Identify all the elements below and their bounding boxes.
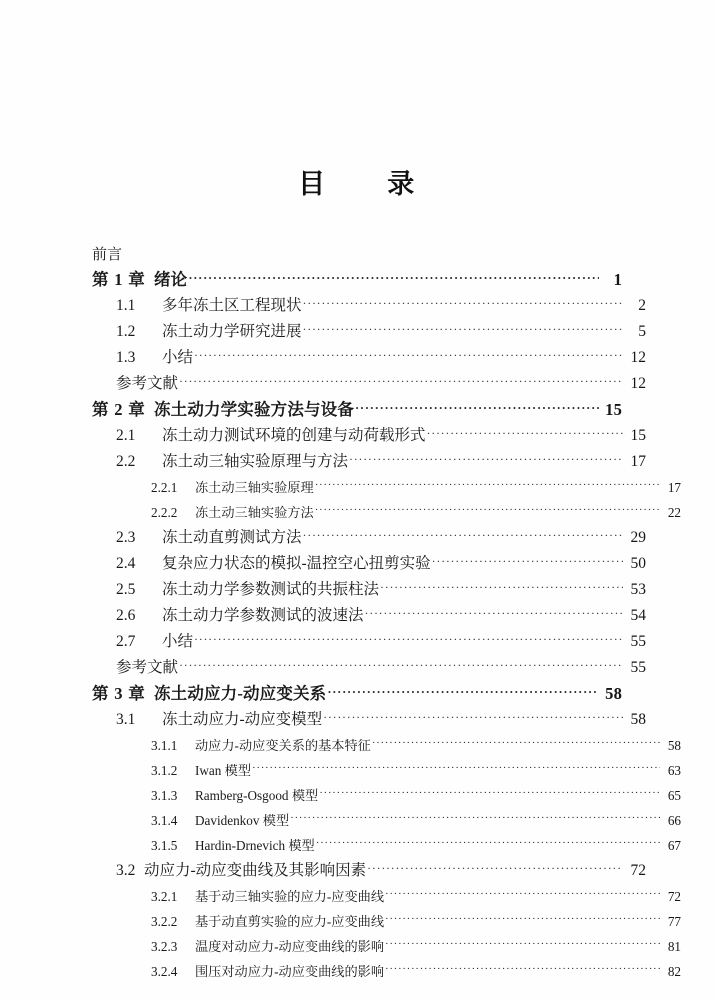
toc-entry-label: 动应力-动应变曲线及其影响因素	[144, 862, 367, 879]
toc-entry[interactable]	[92, 681, 622, 707]
toc-entry-label: 冻土动直剪测试方法	[162, 529, 302, 546]
toc-dot-leader	[372, 737, 660, 750]
toc-dot-leader	[303, 527, 623, 543]
toc-entry[interactable]	[92, 525, 646, 551]
toc-entry-label: 绪论	[154, 270, 188, 289]
toc-entry[interactable]	[92, 371, 646, 397]
toc-entry[interactable]	[92, 629, 646, 655]
toc-page-number: 15	[605, 400, 622, 419]
toc-entry[interactable]	[92, 319, 646, 345]
toc-entry-label: 冻土动应力-动应变关系	[154, 684, 327, 703]
toc-dot-leader	[427, 425, 623, 441]
toc-entry-label: 冻土动三轴实验原理	[195, 480, 314, 495]
toc-dot-leader	[315, 504, 660, 517]
toc-entry[interactable]	[92, 551, 646, 577]
toc-entry-label: 前言	[92, 247, 123, 263]
toc-entry-number: 2.2.1	[151, 480, 178, 495]
toc-entry[interactable]	[92, 577, 646, 603]
toc-page-number: 17	[667, 480, 681, 495]
toc-entry[interactable]	[92, 345, 646, 371]
toc-entry-number: 2.5	[116, 581, 136, 598]
toc-dot-leader	[432, 553, 623, 569]
toc-entry[interactable]	[92, 783, 681, 808]
toc-entry-number: 1.2	[116, 323, 136, 340]
toc-entry-label: 复杂应力状态的模拟-温控空心扭剪实验	[162, 555, 431, 572]
table-of-contents	[92, 243, 681, 984]
toc-entry-number: 3.1.3	[151, 788, 178, 803]
toc-entry[interactable]	[92, 707, 646, 733]
toc-dot-leader	[349, 451, 623, 467]
toc-entry[interactable]	[92, 449, 646, 475]
toc-entry-number: 2.4	[116, 555, 136, 572]
toc-entry-label: 冻土动力学实验方法与设备	[154, 400, 354, 419]
toc-entry-number: 3.1	[116, 711, 136, 728]
toc-entry-number: 3.1.4	[151, 813, 178, 828]
toc-entry-label: 冻土动力学研究进展	[162, 323, 302, 340]
toc-dot-leader	[316, 837, 660, 850]
toc-page-number: 50	[630, 555, 646, 572]
toc-page-number: 54	[630, 607, 646, 624]
toc-dot-leader	[194, 631, 623, 647]
toc-entry-number: 3.1.1	[151, 738, 178, 753]
toc-dot-leader	[365, 605, 623, 621]
toc-page-number: 1	[613, 270, 622, 289]
toc-page-number: 53	[630, 581, 646, 598]
toc-entry[interactable]	[92, 934, 681, 959]
toc-entry[interactable]	[92, 858, 646, 884]
toc-page-number: 12	[630, 375, 646, 392]
toc-entry-label: 冻土动应力-动应变模型	[162, 711, 323, 728]
toc-page-number: 15	[630, 427, 646, 444]
toc-page-number: 58	[605, 684, 622, 703]
toc-page-number: 77	[667, 914, 681, 929]
toc-page-number: 67	[667, 838, 681, 853]
toc-entry-label: 基于动直剪实验的应力-应变曲线	[195, 914, 385, 929]
toc-dot-leader	[252, 762, 660, 775]
toc-dot-leader	[385, 938, 660, 951]
toc-entry-number: 3.1.2	[151, 763, 178, 778]
toc-page-number: 65	[667, 788, 681, 803]
toc-dot-leader	[179, 657, 623, 673]
toc-entry[interactable]	[92, 733, 681, 758]
toc-entry[interactable]	[92, 655, 646, 681]
toc-entry[interactable]	[92, 884, 681, 909]
toc-entry-label: Hardin-Drnevich 模型	[195, 838, 315, 853]
toc-page-number: 66	[667, 813, 681, 828]
toc-dot-leader	[188, 269, 599, 286]
toc-entry-label: 冻土动三轴实验方法	[195, 505, 314, 520]
toc-dot-leader	[367, 860, 623, 876]
toc-entry-number: 1.1	[116, 297, 136, 314]
toc-dot-leader	[385, 913, 660, 926]
toc-entry-label: Davidenkov 模型	[195, 813, 290, 828]
toc-entry[interactable]	[92, 758, 681, 783]
toc-entry-number: 1.3	[116, 349, 136, 366]
toc-dot-leader	[179, 373, 623, 389]
toc-entry[interactable]	[92, 909, 681, 934]
toc-page-number: 58	[630, 711, 646, 728]
toc-entry-number: 3.2.3	[151, 939, 178, 954]
toc-entry-label: 冻土动力测试环境的创建与动荷载形式	[162, 427, 426, 444]
toc-entry[interactable]	[92, 959, 681, 984]
toc-dot-leader	[290, 812, 660, 825]
toc-entry-number: 第 1 章	[92, 270, 146, 289]
toc-entry-number: 2.2.2	[151, 505, 178, 520]
toc-dot-leader	[319, 787, 660, 800]
toc-entry-number: 第 3 章	[92, 684, 146, 703]
toc-entry[interactable]	[92, 293, 646, 319]
toc-entry[interactable]	[92, 423, 646, 449]
toc-entry-label: 围压对动应力-动应变曲线的影响	[195, 964, 385, 979]
toc-entry-number: 3.1.5	[151, 838, 178, 853]
toc-dot-leader	[303, 321, 623, 337]
toc-entry-label: 动应力-动应变关系的基本特征	[195, 738, 371, 753]
toc-entry-label: 多年冻土区工程现状	[162, 297, 302, 314]
toc-page-number: 72	[630, 862, 646, 879]
toc-dot-leader	[355, 399, 599, 416]
toc-page-number: 55	[630, 633, 646, 650]
toc-page-number: 58	[667, 738, 681, 753]
toc-entry-label: 小结	[162, 633, 194, 650]
toc-entry[interactable]	[92, 833, 681, 858]
toc-entry[interactable]	[92, 397, 622, 423]
toc-dot-leader	[315, 479, 660, 492]
toc-entry-label: 冻土动三轴实验原理与方法	[162, 453, 349, 470]
toc-page-number: 55	[630, 659, 646, 676]
toc-entry-number: 3.2.1	[151, 889, 178, 904]
toc-entry-number: 3.2.4	[151, 964, 178, 979]
toc-entry-label: 参考文献	[116, 659, 179, 676]
toc-entry-number: 2.6	[116, 607, 136, 624]
toc-entry[interactable]	[92, 267, 622, 293]
toc-page-number: 82	[667, 964, 681, 979]
toc-page-number: 81	[667, 939, 681, 954]
toc-entry-label: Iwan 模型	[195, 763, 252, 778]
toc-entry-number: 2.2	[116, 453, 136, 470]
toc-page-number: 12	[630, 349, 646, 366]
toc-entry[interactable]	[92, 603, 646, 629]
toc-entry-number: 2.1	[116, 427, 136, 444]
toc-entry[interactable]	[92, 500, 681, 525]
toc-entry-number: 2.3	[116, 529, 136, 546]
toc-entry-label: 冻土动力学参数测试的波速法	[162, 607, 364, 624]
toc-dot-leader	[327, 683, 599, 700]
toc-entry-number: 第 2 章	[92, 400, 146, 419]
toc-entry[interactable]	[92, 808, 681, 833]
toc-page-number: 22	[667, 505, 681, 520]
toc-page-number: 63	[667, 763, 681, 778]
toc-dot-leader	[385, 963, 660, 976]
toc-page-number: 2	[638, 297, 646, 314]
toc-entry-label: 参考文献	[116, 375, 179, 392]
toc-page-number: 72	[667, 889, 681, 904]
toc-entry[interactable]	[92, 475, 681, 500]
toc-entry[interactable]	[92, 243, 622, 267]
toc-entry-number: 3.2.2	[151, 914, 178, 929]
toc-entry-label: 小结	[162, 349, 194, 366]
toc-entry-number: 2.7	[116, 633, 136, 650]
toc-page-number: 17	[630, 453, 646, 470]
toc-dot-leader	[323, 709, 623, 725]
toc-dot-leader	[194, 347, 623, 363]
toc-page-number: 29	[630, 529, 646, 546]
toc-dot-leader	[303, 295, 623, 311]
toc-entry-label: 冻土动力学参数测试的共振柱法	[162, 581, 380, 598]
page-title: 目 录	[298, 169, 417, 199]
toc-dot-leader	[380, 579, 623, 595]
toc-page-number: 5	[638, 323, 646, 340]
toc-entry-label: 温度对动应力-动应变曲线的影响	[195, 939, 385, 954]
toc-entry-number: 3.2	[116, 862, 136, 879]
toc-entry-label: 基于动三轴实验的应力-应变曲线	[195, 889, 385, 904]
toc-entry-label: Ramberg-Osgood 模型	[195, 788, 319, 803]
toc-dot-leader	[385, 888, 660, 901]
